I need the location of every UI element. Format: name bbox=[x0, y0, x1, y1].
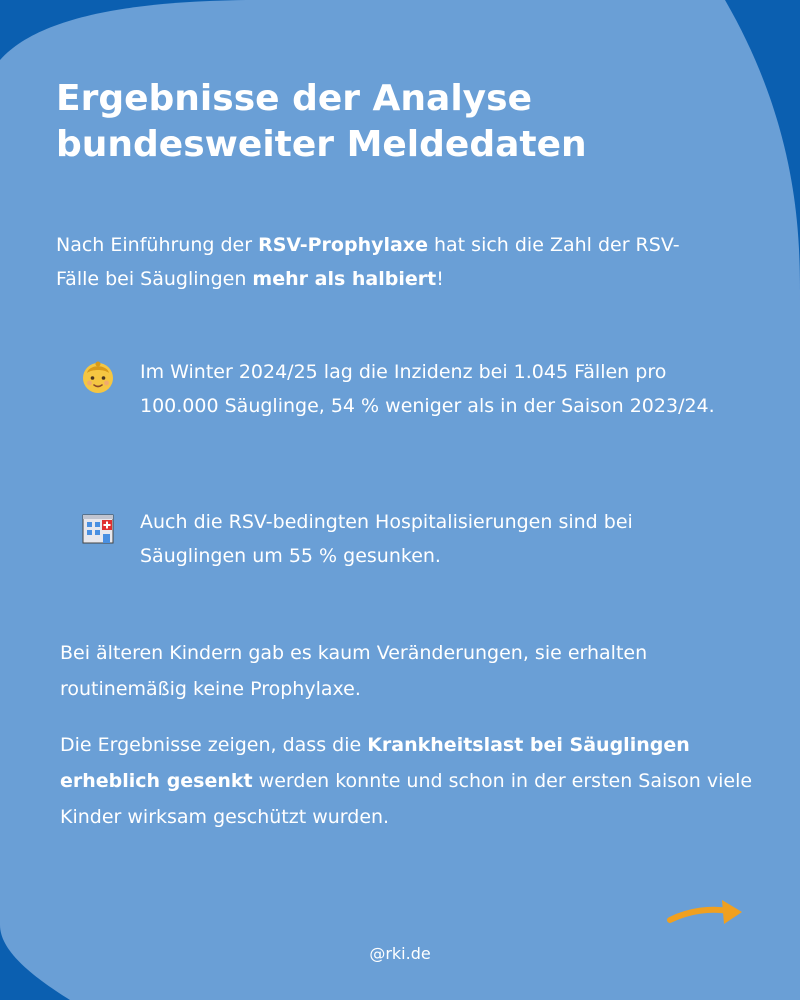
hospital-icon bbox=[80, 509, 116, 545]
conclusion-paragraph bbox=[60, 727, 760, 835]
next-arrow-icon[interactable] bbox=[666, 890, 746, 934]
bullet-incidence-text: Im Winter 2024/25 lag die Inzidenz bei 1.045 Fällen pro 100.000 Säuglinge, 54 % weniger als in der Saison 2023/24. bbox=[140, 361, 715, 417]
bullet-incidence bbox=[80, 355, 720, 465]
title-line-2: bundesweiter Meldedaten bbox=[56, 124, 587, 165]
conclusion-bold: Krankheitslast bei Säuglingen erheblich gesenkt bbox=[60, 734, 690, 792]
older-children-paragraph: Bei älteren Kindern gab es kaum Veränderungen, sie erhalten routinemäßig keine Prophylaxe. bbox=[60, 642, 648, 700]
lead-paragraph bbox=[56, 228, 696, 296]
conclusion-text-1: Die Ergebnisse zeigen, dass die bbox=[60, 734, 368, 756]
lead-bold-prophylaxe: RSV-Prophylaxe bbox=[258, 234, 428, 256]
baby-face-icon bbox=[80, 359, 116, 395]
page-title bbox=[56, 76, 756, 168]
conclusion-text-2: werden konnte und schon in der ersten Saison viele Kinder wirksam geschützt wurden. bbox=[60, 770, 753, 828]
lead-text-1: Nach Einführung der bbox=[56, 234, 259, 256]
lead-text-3: ! bbox=[436, 268, 444, 290]
bullet-hospitalisation bbox=[80, 505, 720, 585]
title-line-1: Ergebnisse der Analyse bbox=[56, 78, 532, 119]
lead-text-2: hat sich die Zahl der RSV-Fälle bei Säuglingen bbox=[56, 234, 680, 290]
lead-bold-halbiert: mehr als halbiert bbox=[252, 268, 437, 290]
footer-handle: @rki.de bbox=[369, 944, 431, 963]
bullet-hospitalisation-text: Auch die RSV-bedingten Hospitalisierungen sind bei Säuglingen um 55 % gesunken. bbox=[140, 511, 633, 567]
